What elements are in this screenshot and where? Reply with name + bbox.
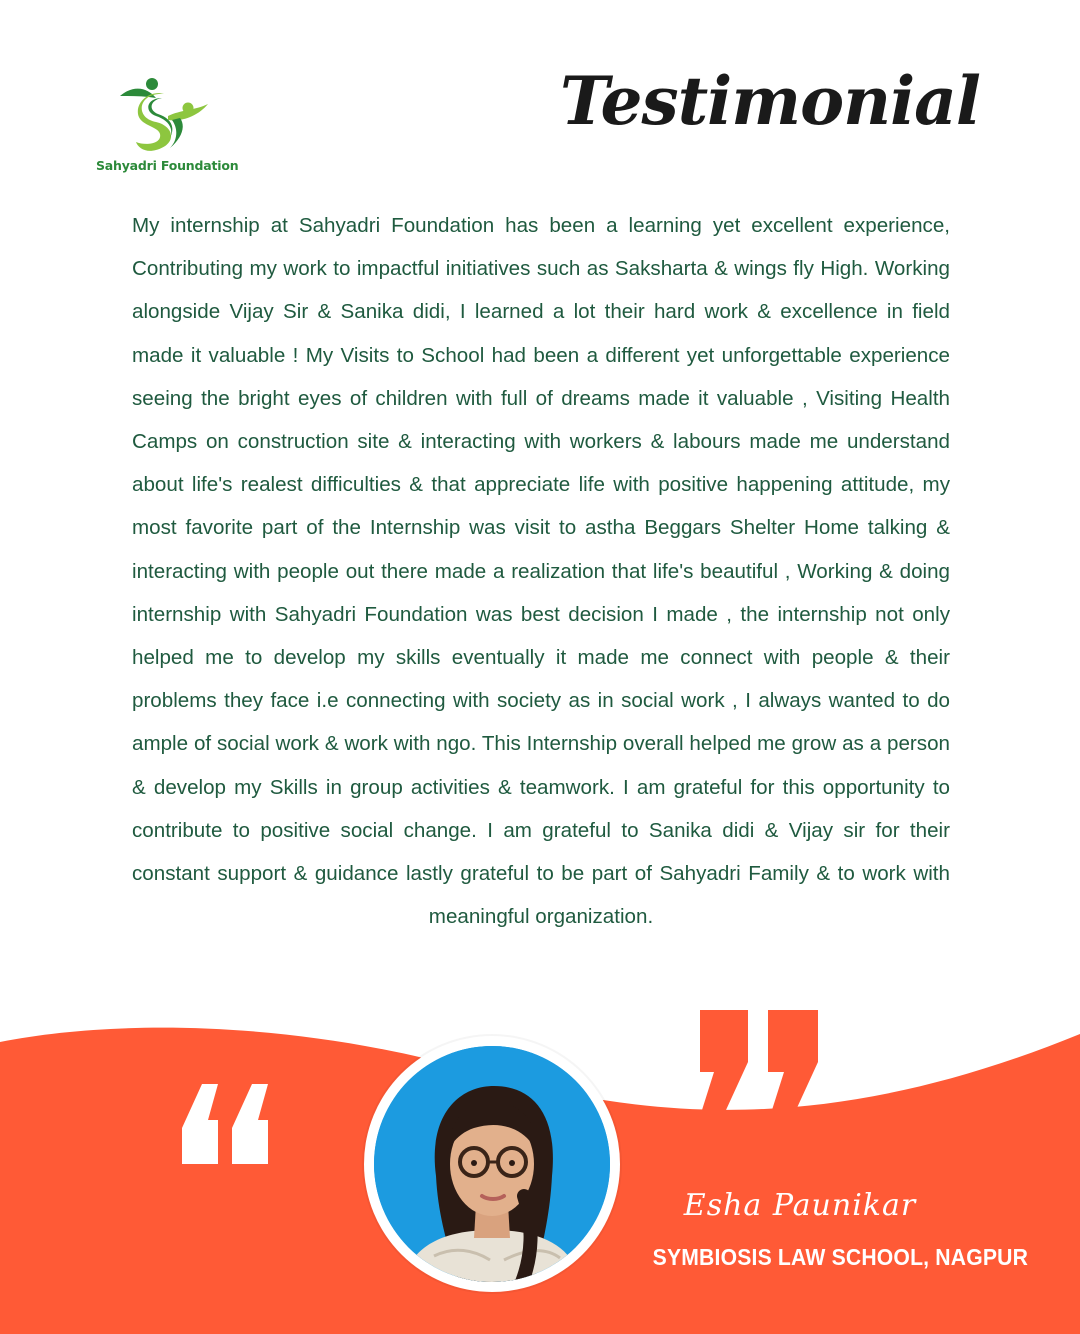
author-school: SYMBIOSIS LAW SCHOOL, NAGPUR [652, 1244, 1029, 1270]
profile-photo-frame [364, 1036, 620, 1292]
sahyadri-logo [96, 74, 239, 178]
closing-quote-icon [696, 1006, 822, 1114]
page-title: Testimonial [560, 62, 980, 140]
person-portrait-icon [374, 1046, 610, 1282]
opening-quote-icon [178, 1080, 274, 1170]
profile-photo [374, 1046, 610, 1282]
author-name: Esha Paunikar [683, 1188, 917, 1223]
testimonial-text: My internship at Sahyadri Foundation has been a learning yet excellent experience, Contributing my work to impactful initiatives such as Saksharta & wings fly High. Working alongside Vijay Sir & Sanika didi, I learned a lot their hard work & excellence in field made it valuable ! My Visits to School had been a different yet unforgettable experience seeing the bright eyes of children with full of dreams made it valuable , Visiting Health Camps on construction site & interacting with workers & labours made me understand about life's realest difficulties & that appreciate life with positive happening attitude, my most favorite part of the Internship was visit to astha Beggars Shelter Home talking & interacting with people out there made a realization that life's beautiful , Working & doing internship with Sahyadri Foundation was best decision I made , the internship not only helped me to develop my skills eventually it made me connect with people & their problems they face i.e connecting with society as in social work , I always wanted to do ample of social work & work with ngo. This Internship overall helped me grow as a person & develop my Skills in group activities & teamwork. I am grateful for this opportunity to contribute to positive social change. I am grateful to Sanika didi & Vijay sir for their constant support & guidance lastly grateful to be part of Sahyadri Family & to work with meaningful organization. [132, 214, 950, 929]
sahyadri-logo-icon [116, 74, 212, 158]
logo-text: Sahyadri Foundation [96, 158, 239, 173]
